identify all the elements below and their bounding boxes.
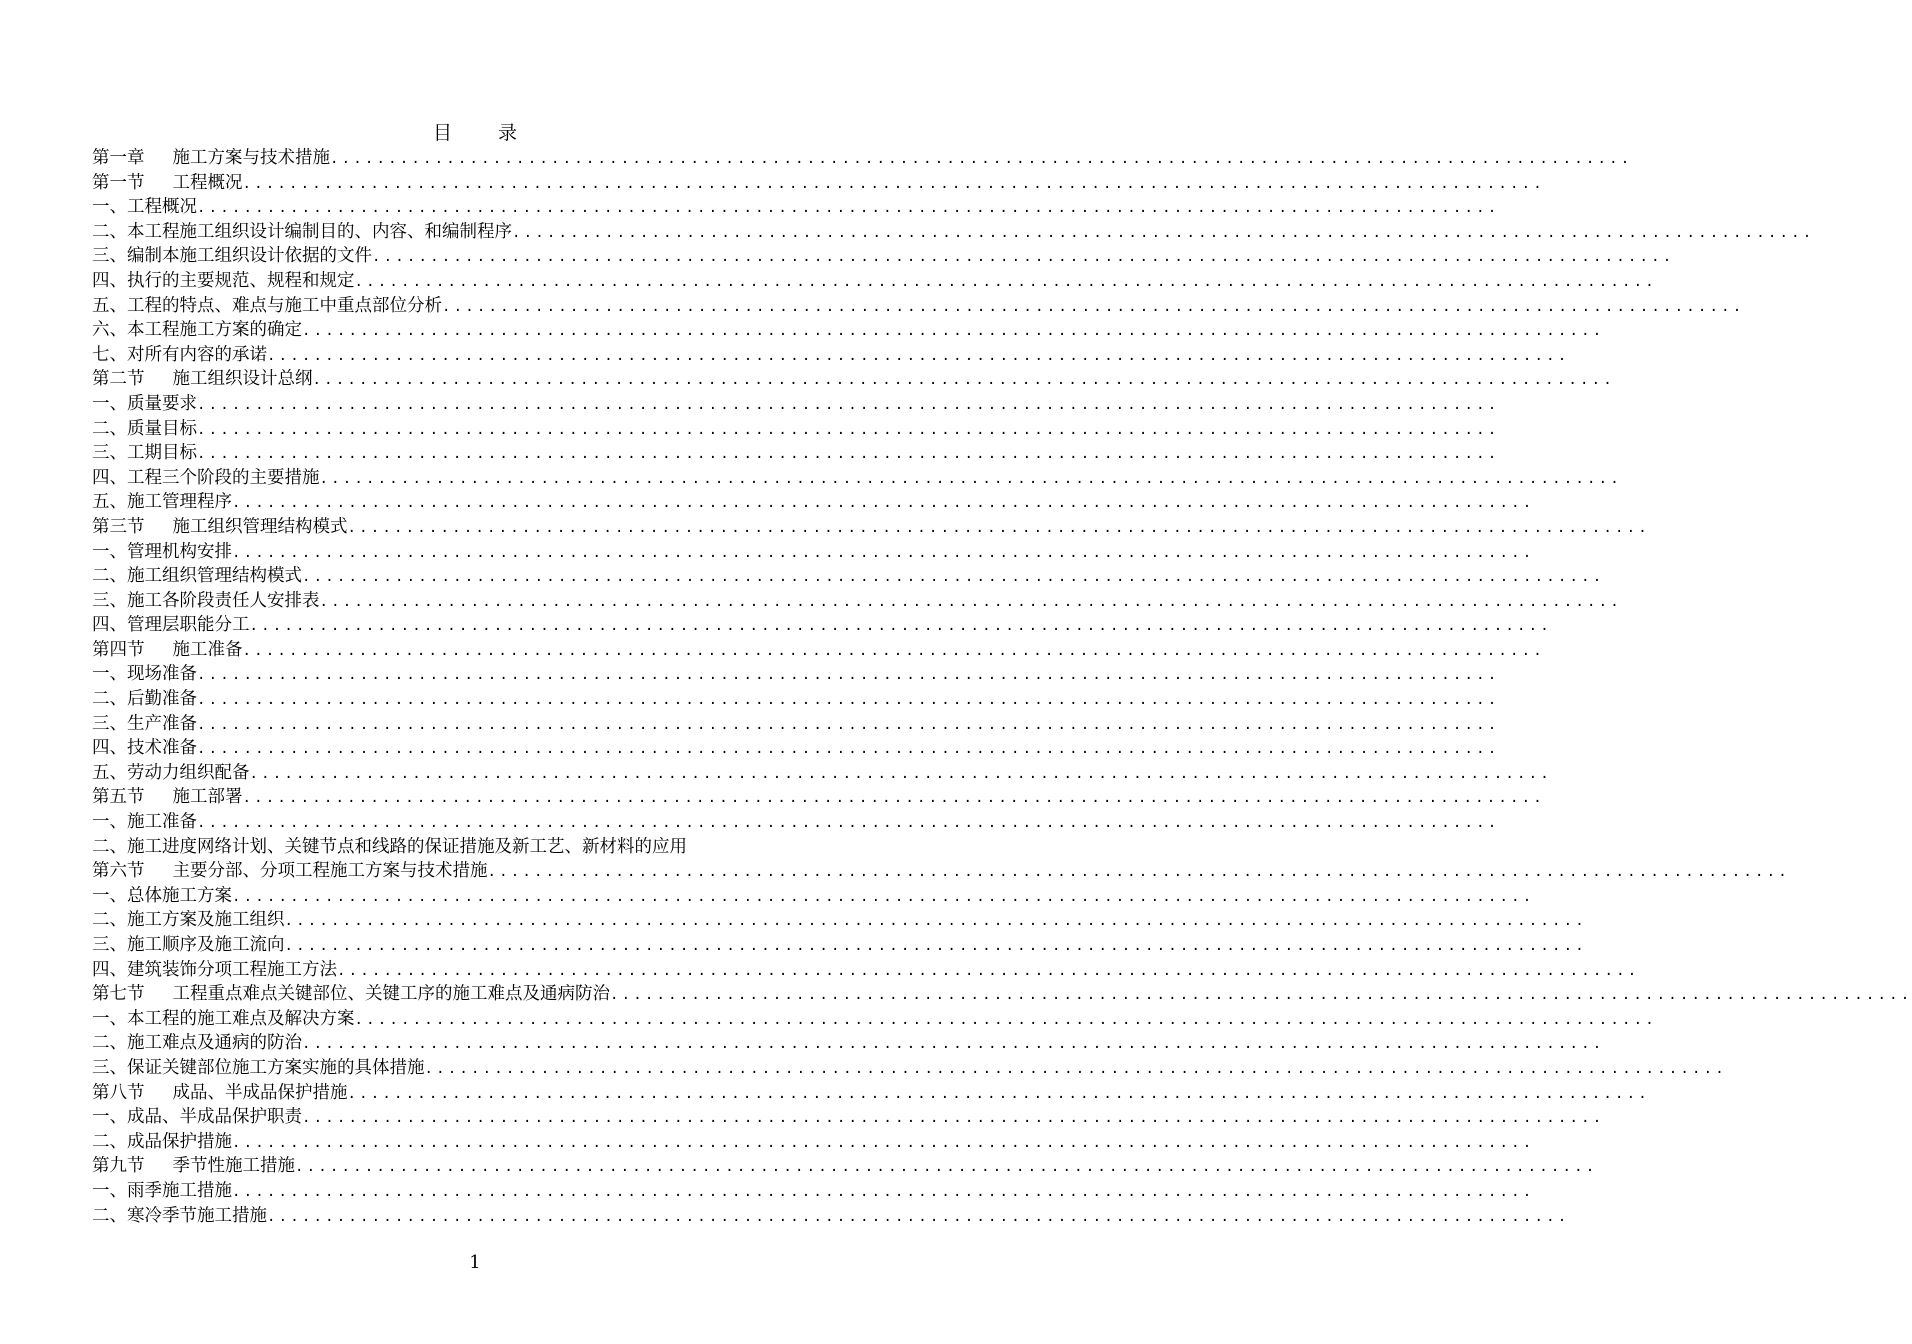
toc-entry-text — [92, 761, 250, 786]
toc-dot-leader: ................................................................................................................ — [337, 962, 1640, 979]
toc-entry-text — [92, 736, 197, 761]
toc-entry-title: 四、技术准备 — [92, 738, 197, 759]
toc-entry[interactable] — [92, 515, 1650, 540]
toc-dot-leader: ................................................................................................................ — [232, 888, 1535, 905]
toc-entry[interactable] — [92, 466, 1622, 491]
toc-entry[interactable] — [92, 908, 1587, 933]
toc-entry-text — [92, 515, 348, 540]
toc-entry[interactable] — [92, 933, 1587, 958]
toc-dot-leader: ................................................................................................................ — [232, 1134, 1535, 1151]
toc-dot-leader: ................................................................................................................ — [232, 495, 1535, 512]
toc-entry[interactable] — [92, 859, 1790, 884]
toc-dot-leader: ................................................................................................................ — [197, 421, 1500, 438]
toc-entry-title: 七、对所有内容的承诺 — [92, 344, 267, 365]
toc-entry[interactable] — [92, 638, 1545, 663]
toc-entry[interactable] — [92, 613, 1552, 638]
toc-entry-text — [92, 662, 197, 687]
toc-entry-text — [92, 294, 442, 319]
toc-dot-leader: ................................................................................................................ — [197, 200, 1500, 217]
toc-entry-title: 施工组织设计总纲 — [172, 369, 313, 390]
toc-entry-label: 第八节 — [92, 1082, 145, 1103]
toc-entry[interactable] — [92, 589, 1622, 614]
toc-dot-leader: ................................................................................................................ — [242, 642, 1545, 659]
toc-entry-text — [92, 220, 512, 245]
toc-entry[interactable] — [92, 343, 1570, 368]
toc-heading-char-1: 目 — [432, 122, 452, 144]
toc-entry-title: 季节性施工措施 — [172, 1156, 295, 1177]
toc-entry[interactable] — [92, 1154, 1598, 1179]
toc-entry-title: 四、管理层职能分工 — [92, 615, 250, 636]
toc-entry[interactable] — [92, 244, 1675, 269]
toc-dot-leader: ................................................................................................................ — [197, 741, 1500, 758]
toc-entry-text — [92, 982, 610, 1007]
toc-entry[interactable] — [92, 712, 1500, 737]
toc-entry[interactable] — [92, 269, 1657, 294]
toc-entry-text — [92, 835, 687, 860]
toc-dot-leader: ................................................................................................................ — [302, 323, 1605, 340]
toc-entry-title: 施工部署 — [172, 787, 243, 808]
toc-dot-leader: ................................................................................................................ — [284, 938, 1587, 954]
toc-entry-title: 六、本工程施工方案的确定 — [92, 320, 302, 341]
toc-entry-title: 一、管理机构安排 — [92, 541, 232, 562]
toc-heading — [0, 120, 950, 146]
toc-entry-title: 四、建筑装饰分项工程施工方法 — [92, 959, 337, 980]
toc-dot-leader: ................................................................................................................ — [424, 1060, 1727, 1077]
toc-entry[interactable] — [92, 1179, 1535, 1204]
toc-dot-leader: ................................................................................................................ — [295, 1159, 1598, 1176]
toc-entry-title: 主要分部、分项工程施工方案与技术措施 — [172, 861, 488, 882]
toc-entry-label: 第五节 — [92, 787, 145, 808]
toc-entry[interactable] — [92, 441, 1500, 466]
toc-entry[interactable] — [92, 220, 1815, 245]
toc-entry-text — [92, 244, 372, 269]
toc-dot-leader: ................................................................................................................ — [249, 618, 1552, 635]
toc-entry[interactable] — [92, 835, 854, 860]
page-number: 1 — [469, 1252, 481, 1273]
toc-entry-text — [92, 146, 330, 171]
toc-entry[interactable] — [92, 958, 1640, 983]
toc-dot-leader: ................................................................................................................ — [249, 765, 1552, 782]
toc-entry-title: 三、保证关键部位施工方案实施的具体措施 — [92, 1057, 425, 1078]
toc-dot-leader: ................................................................................................................ — [232, 1183, 1535, 1200]
toc-entry[interactable] — [92, 884, 1535, 909]
toc-entry-label: 第二节 — [92, 369, 145, 390]
toc-entry-text — [92, 564, 302, 589]
toc-entry-title: 一、质量要求 — [92, 393, 197, 414]
toc-dot-leader: ................................................................................................................ — [197, 446, 1500, 463]
toc-entry-text — [92, 1154, 295, 1179]
toc-dot-leader: ................................................................................................................ — [232, 544, 1535, 561]
toc-entry-label: 第七节 — [92, 984, 145, 1005]
toc-entry-text — [92, 1179, 232, 1204]
toc-entry-text — [92, 589, 320, 614]
toc-entry-title: 二、施工难点及通病的防治 — [92, 1033, 302, 1054]
toc-dot-leader: ................................................................................................................ — [302, 569, 1605, 586]
toc-dot-leader: ................................................................................................................ — [330, 151, 1633, 167]
toc-entry-title: 五、工程的特点、难点与施工中重点部位分析 — [92, 295, 442, 316]
toc-entry-text — [92, 392, 197, 417]
toc-entry[interactable] — [92, 1204, 1570, 1229]
toc-entry-title: 一、总体施工方案 — [92, 885, 232, 906]
toc-entry-label: 第九节 — [92, 1156, 145, 1177]
toc-entry-title: 一、成品、半成品保护职责 — [92, 1107, 302, 1128]
toc-entry[interactable] — [92, 1031, 1605, 1056]
toc-dot-leader: ................................................................................................................ — [242, 175, 1545, 192]
toc-entry-text — [92, 318, 302, 343]
toc-entry-title: 二、施工进度网络计划、关键节点和线路的保证措施及新工艺、新材料的应用 — [92, 836, 687, 857]
toc-heading-char-2: 录 — [498, 122, 518, 144]
toc-dot-leader: ................................................................................................................ — [267, 1208, 1570, 1225]
toc-dot-leader: ................................................................................................................ — [267, 347, 1570, 364]
toc-entry[interactable] — [92, 1007, 1657, 1032]
toc-entry-text — [92, 1105, 302, 1130]
toc-entry-title: 二、施工组织管理结构模式 — [92, 566, 302, 587]
toc-entry-text — [92, 466, 320, 491]
toc-entry-text — [92, 908, 285, 933]
toc-entry-text — [92, 1081, 348, 1106]
toc-entry[interactable] — [92, 1056, 1727, 1081]
toc-entry-title: 四、工程三个阶段的主要措施 — [92, 467, 320, 488]
toc-entry[interactable] — [92, 490, 1535, 515]
toc-entry-text — [92, 171, 243, 196]
toc-dot-leader: ................................................................................................................ — [312, 372, 1615, 389]
toc-entry-title: 三、编制本施工组织设计依据的文件 — [92, 246, 372, 267]
toc-entry[interactable] — [92, 367, 1615, 392]
toc-entry-title: 四、执行的主要规范、规程和规定 — [92, 270, 355, 291]
toc-entry-text — [92, 343, 267, 368]
toc-entry-label: 第四节 — [92, 639, 145, 660]
toc-entry-title: 三、施工顺序及施工流向 — [92, 935, 285, 955]
toc-entry[interactable] — [92, 564, 1605, 589]
toc-entry-text — [92, 367, 313, 392]
toc-entry[interactable] — [92, 318, 1605, 343]
toc-entry-text — [92, 1130, 232, 1155]
toc-entry-title: 一、本工程的施工难点及解决方案 — [92, 1008, 355, 1029]
toc-entry-title: 二、质量目标 — [92, 418, 197, 439]
toc-entry-text — [92, 441, 197, 466]
toc-entry[interactable] — [92, 540, 1535, 565]
toc-entry-title: 一、雨季施工措施 — [92, 1180, 232, 1201]
toc-entry[interactable] — [92, 417, 1500, 442]
toc-entry-text — [92, 1056, 425, 1081]
toc-entry-text — [92, 1007, 355, 1032]
toc-dot-leader: ................................................................................................................ — [442, 298, 1745, 315]
toc-entry[interactable] — [92, 761, 1552, 786]
toc-entry-text — [92, 490, 232, 515]
toc-entry[interactable] — [92, 810, 1500, 835]
toc-dot-leader: ................................................................................................................ — [372, 249, 1675, 266]
toc-dot-leader: ................................................................................................................ — [197, 667, 1500, 684]
toc-entry[interactable] — [92, 687, 1500, 712]
toc-entry-title: 三、生产准备 — [92, 713, 197, 734]
toc-entry-title: 二、成品保护措施 — [92, 1131, 232, 1152]
toc-entry[interactable] — [92, 392, 1500, 417]
toc-entry-label: 第三节 — [92, 516, 145, 537]
toc-entry[interactable] — [92, 982, 1912, 1007]
toc-entry[interactable] — [92, 1105, 1605, 1130]
toc-entry-text — [92, 687, 197, 712]
toc-entry[interactable] — [92, 1130, 1535, 1155]
toc-entry-title: 二、寒冷季节施工措施 — [92, 1205, 267, 1226]
toc-entry-text — [92, 540, 232, 565]
toc-entry-title: 二、后勤准备 — [92, 689, 197, 710]
toc-dot-leader: ................................................................................................................ — [610, 987, 1912, 1004]
toc-entry[interactable] — [92, 195, 1500, 220]
toc-entry[interactable] — [92, 171, 1545, 196]
toc-dot-leader: ................................................................................................................ — [347, 1085, 1650, 1102]
toc-entry-text — [92, 638, 243, 663]
toc-entry-text — [92, 613, 250, 638]
toc-entry-title: 成品、半成品保护措施 — [172, 1082, 348, 1103]
toc-entry-text — [92, 810, 197, 835]
toc-entry[interactable] — [92, 294, 1745, 319]
toc-dot-leader: ................................................................................................................ — [487, 864, 1790, 881]
toc-entry-title: 工程概况 — [172, 172, 243, 193]
toc-entry-text — [92, 1204, 267, 1229]
toc-entry-text — [92, 958, 337, 983]
toc-entry-label: 第六节 — [92, 861, 145, 882]
toc-entry[interactable] — [92, 146, 1633, 171]
toc-entry-title: 工程重点难点关键部位、关键工序的施工难点及通病防治 — [172, 984, 610, 1005]
toc-dot-leader: ................................................................................................................ — [319, 593, 1622, 610]
table-of-contents — [92, 146, 1912, 1228]
toc-entry[interactable] — [92, 785, 1545, 810]
toc-entry-title: 二、施工方案及施工组织 — [92, 910, 285, 931]
toc-dot-leader: ................................................................................................................ — [512, 224, 1815, 241]
toc-entry-title: 五、施工管理程序 — [92, 492, 232, 513]
toc-entry-title: 三、工期目标 — [92, 443, 197, 464]
toc-dot-leader: ................................................................................................................ — [319, 470, 1622, 487]
toc-entry-text — [92, 859, 488, 884]
toc-entry-title: 一、工程概况 — [92, 197, 197, 218]
toc-dot-leader: ................................................................................................................ — [197, 692, 1500, 709]
toc-dot-leader: ................................................................................................................ — [302, 1036, 1605, 1053]
toc-entry[interactable] — [92, 662, 1500, 687]
toc-dot-leader: ................................................................................................................ — [302, 1110, 1605, 1127]
toc-dot-leader: ................................................................................................................ — [354, 273, 1657, 290]
toc-entry-text — [92, 269, 355, 294]
toc-entry-title: 三、施工各阶段责任人安排表 — [92, 590, 320, 611]
toc-entry-text — [92, 417, 197, 442]
toc-dot-leader: ................................................................................................................ — [197, 396, 1500, 413]
toc-dot-leader: ................................................................................................................ — [354, 1011, 1657, 1028]
toc-entry-title: 施工组织管理结构模式 — [172, 516, 348, 537]
toc-entry-title: 一、现场准备 — [92, 664, 197, 685]
toc-entry-label: 第一章 — [92, 148, 145, 168]
toc-entry-text — [92, 195, 197, 220]
toc-entry-text — [92, 884, 232, 909]
toc-entry-label: 第一节 — [92, 172, 145, 193]
toc-dot-leader: ................................................................................................................ — [242, 790, 1545, 807]
toc-entry-text — [92, 785, 243, 810]
toc-entry-text — [92, 933, 285, 958]
toc-entry[interactable] — [92, 1081, 1650, 1106]
toc-entry-title: 一、施工准备 — [92, 812, 197, 833]
toc-entry-title: 施工方案与技术措施 — [172, 148, 330, 168]
toc-dot-leader: ................................................................................................................ — [197, 815, 1500, 832]
toc-entry-title: 五、劳动力组织配备 — [92, 762, 250, 783]
toc-entry-text — [92, 712, 197, 737]
toc-entry-title: 二、本工程施工组织设计编制目的、内容、和编制程序 — [92, 221, 512, 242]
toc-dot-leader: ................................................................................................................ — [284, 913, 1587, 930]
toc-dot-leader: ................................................................................................................ — [347, 519, 1650, 536]
toc-dot-leader: ................................................................................................................ — [197, 716, 1500, 733]
toc-entry-title: 施工准备 — [172, 639, 243, 660]
toc-entry-text — [92, 1031, 302, 1056]
toc-entry[interactable] — [92, 736, 1500, 761]
